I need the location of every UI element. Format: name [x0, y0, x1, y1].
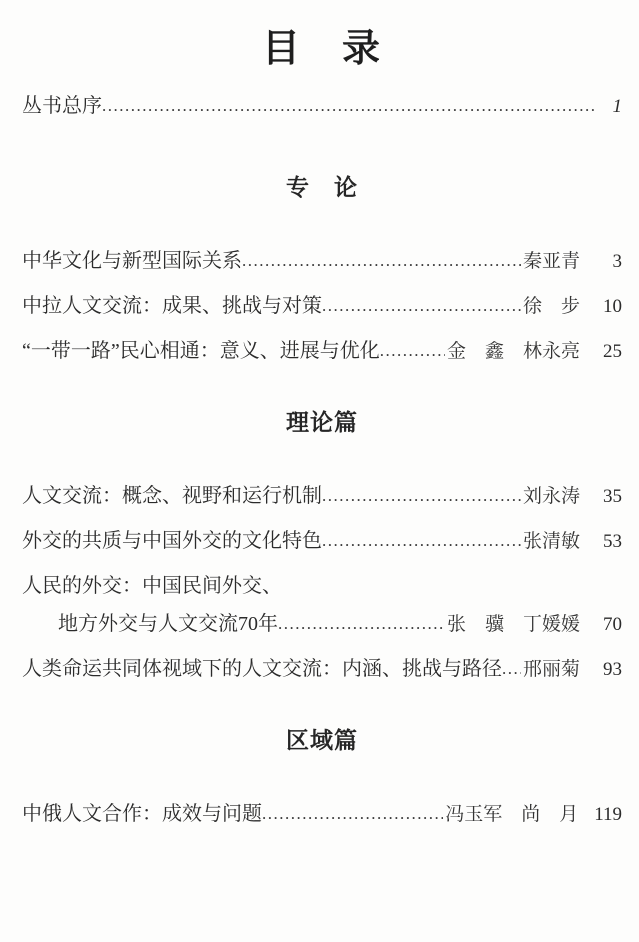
toc-entry: [22, 482, 622, 511]
entry-page: 119: [594, 804, 622, 825]
toc-page: [0, 22, 639, 942]
toc-entry: [22, 337, 622, 366]
section-heading-zhuanlun: 专 论: [286, 174, 358, 200]
toc-entry-front-matter: [22, 92, 622, 121]
entry-title: 中华文化与新型国际关系: [22, 250, 242, 272]
entry-authors: 金 鑫 林永亮: [446, 341, 580, 362]
toc-entry: [22, 247, 622, 276]
entry-authors: 徐 步: [522, 296, 580, 317]
toc-entry: [22, 800, 622, 829]
toc-entry-line2: [22, 610, 622, 639]
entry-title: 中俄人文合作：成效与问题: [22, 803, 262, 825]
section-heading-quyupian: 区域篇: [286, 727, 358, 753]
entry-page: 53: [603, 531, 622, 552]
entry-title-continued: 地方外交与人文交流70年: [58, 613, 278, 635]
dot-leader: [102, 92, 596, 120]
entry-title: 丛书总序: [22, 95, 102, 117]
toc-entry: [22, 292, 622, 321]
toc-entry: [22, 655, 622, 684]
entry-title: 人文交流：概念、视野和运行机制: [22, 485, 322, 507]
toc-entry: [22, 527, 622, 556]
entry-title: 人类命运共同体视域下的人文交流：内涵、挑战与路径: [22, 658, 502, 680]
entry-page: 25: [603, 341, 622, 362]
entry-page: 70: [603, 614, 622, 635]
dot-leader: [322, 292, 521, 320]
page-title: 目 录: [261, 28, 382, 70]
toc-entry-line1: [22, 572, 622, 600]
entry-authors: 刘永涛: [522, 486, 580, 507]
section-entries: [22, 800, 622, 829]
entry-title: 外交的共质与中国外交的文化特色: [22, 530, 322, 552]
section-entries: [22, 247, 622, 366]
entry-authors: 张 骥 丁媛媛: [446, 614, 580, 635]
entry-authors: 张清敏: [522, 531, 580, 552]
entry-title: 人民的外交：中国民间外交、: [22, 575, 282, 597]
section-heading-lilunpian: 理论篇: [286, 409, 358, 435]
entry-authors: 冯玉军 尚 月: [445, 804, 579, 825]
dot-leader: [242, 247, 521, 275]
entry-page: 10: [603, 296, 622, 317]
section-entries: [22, 482, 622, 684]
entry-title: 中拉人文交流：成果、挑战与对策: [22, 295, 322, 317]
entry-authors: 邢丽菊: [522, 659, 580, 680]
entry-page: 35: [603, 486, 622, 507]
dot-leader: [380, 337, 445, 365]
dot-leader: [502, 655, 521, 683]
entry-page: 3: [612, 251, 622, 272]
dot-leader: [322, 482, 521, 510]
dot-leader: [278, 610, 445, 638]
entry-authors: 秦亚青: [522, 251, 580, 272]
dot-leader: [262, 800, 443, 828]
entry-page: 1: [612, 96, 622, 117]
dot-leader: [322, 527, 521, 555]
entry-page: 93: [603, 659, 622, 680]
entry-title: “一带一路”民心相通：意义、进展与优化: [22, 340, 380, 362]
